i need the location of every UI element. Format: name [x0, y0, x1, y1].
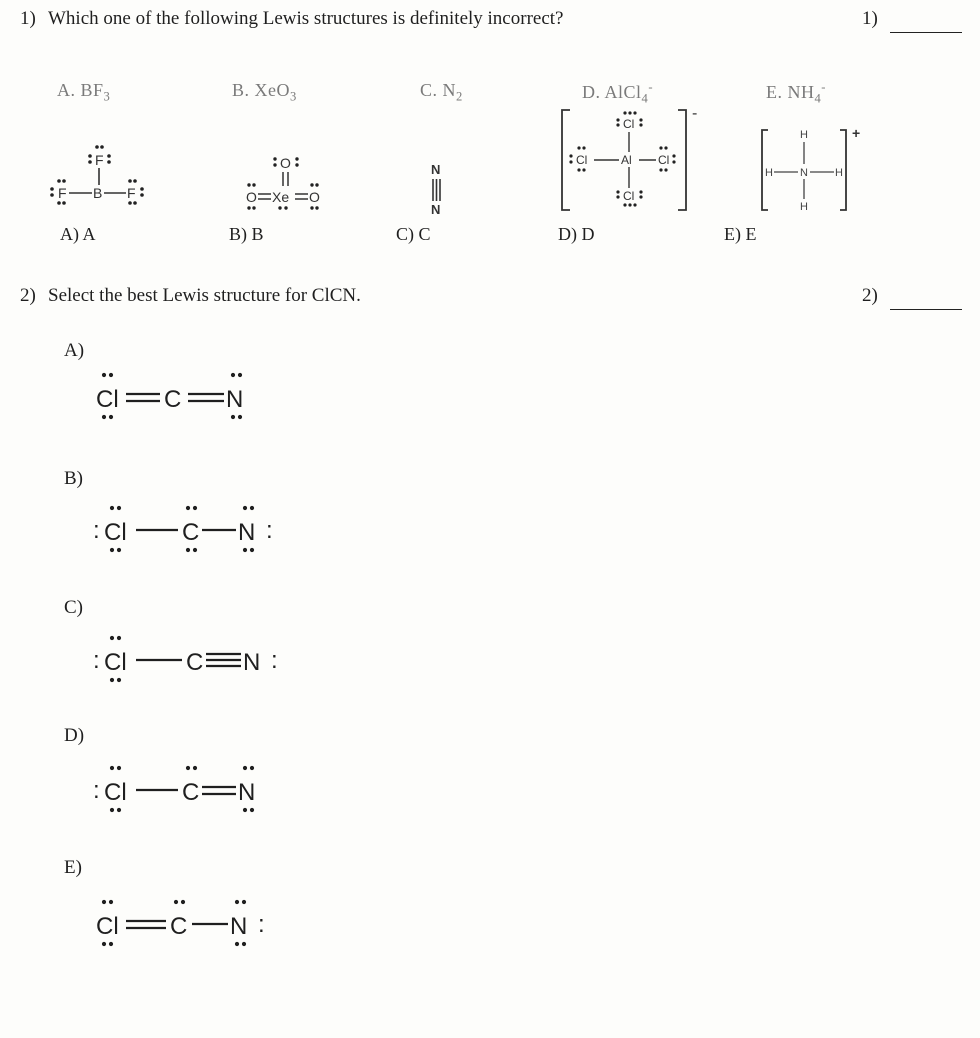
atom-c: C: [182, 779, 200, 806]
atom-n: N: [431, 162, 441, 177]
atom-al: Al: [621, 153, 632, 167]
lone-pair: :: [271, 647, 278, 674]
atom-cl: Cl: [96, 386, 119, 413]
atom-xe: Xe: [272, 189, 290, 205]
atom-n: N: [230, 913, 248, 940]
atom-o: O: [280, 155, 291, 171]
q1-structure-nh4: [752, 118, 872, 218]
q2-answer-blank[interactable]: [890, 309, 962, 310]
atom-cl: Cl: [576, 153, 588, 167]
q2-structure-a: [88, 365, 288, 430]
q1-option-d-heading: D. AlCl$_4$-: [582, 80, 654, 106]
q1-option-a-heading: A. $BF_3$: [57, 80, 111, 104]
q2-text: Select the best Lewis structure for ClCN.: [48, 285, 361, 306]
atom-o: O: [309, 189, 320, 205]
q2-choice-b-label[interactable]: B): [64, 468, 83, 489]
q2-structure-c: [88, 628, 308, 693]
q1-answer-blank[interactable]: [890, 32, 962, 33]
atom-o: O: [246, 189, 257, 205]
q1-answer-c[interactable]: C) C: [396, 224, 431, 244]
q2-blank-number: 2): [862, 285, 878, 306]
q1-structure-n2: [422, 160, 452, 220]
q1-answer-e[interactable]: E) E: [724, 224, 757, 244]
atom-c: C: [170, 913, 188, 940]
q1-option-c-heading: C. $N_2$: [420, 80, 463, 104]
q2-number: 2): [20, 285, 36, 306]
q2-structure-b: [88, 498, 308, 563]
q1-structure-alcl4: [552, 102, 712, 217]
atom-cl: Cl: [623, 117, 635, 131]
q1-answer-b[interactable]: B) B: [229, 224, 264, 244]
atom-n: N: [243, 649, 261, 676]
lone-pair: :: [258, 911, 265, 938]
atom-h: H: [800, 129, 808, 141]
atom-cl: Cl: [623, 189, 635, 203]
q1-answer-d[interactable]: D) D: [558, 224, 595, 244]
atom-h: H: [800, 201, 808, 213]
charge-plus: +: [852, 125, 861, 141]
atom-h: H: [765, 167, 773, 179]
atom-cl: Cl: [96, 913, 119, 940]
q1-option-b-heading: B. XeO$_3$: [232, 80, 297, 104]
lone-pair: :: [266, 517, 273, 544]
atom-n: N: [431, 202, 441, 217]
atom-c: C: [164, 386, 182, 413]
atom-n: N: [238, 779, 256, 806]
q1-answer-a[interactable]: A) A: [60, 224, 96, 244]
atom-f: F: [58, 185, 67, 201]
atom-n: N: [226, 386, 244, 413]
q1-option-e-heading: E. $NH_4^-$: [766, 80, 826, 106]
q1-text: Which one of the following Lewis structures is definitely incorrect?: [48, 8, 564, 29]
atom-cl: Cl: [104, 779, 127, 806]
q2-structure-d: [88, 758, 308, 823]
atom-c: C: [186, 649, 204, 676]
q1-number: 1): [20, 8, 36, 29]
charge-minus: -: [692, 105, 698, 122]
q2-choice-c-label[interactable]: C): [64, 597, 83, 618]
q2-choice-e-label[interactable]: E): [64, 857, 82, 878]
atom-b: B: [93, 185, 103, 201]
atom-cl: Cl: [104, 519, 127, 546]
q2-choice-a-label[interactable]: A): [64, 340, 85, 361]
lone-pair: :: [93, 647, 100, 674]
q1-structure-bf3: [40, 140, 160, 220]
q2-choice-d-label[interactable]: D): [64, 725, 85, 746]
atom-cl: Cl: [104, 649, 127, 676]
atom-cl: Cl: [658, 153, 670, 167]
lone-pair: :: [93, 517, 100, 544]
atom-f: F: [127, 185, 136, 201]
q2-structure-e: [88, 892, 308, 957]
lone-pair: :: [93, 777, 100, 804]
q1-blank-number: 1): [862, 8, 878, 29]
atom-f: F: [95, 152, 104, 168]
atom-n: N: [800, 167, 808, 179]
atom-n: N: [238, 519, 256, 546]
atom-c: C: [182, 519, 200, 546]
atom-h: H: [835, 167, 843, 179]
q1-structure-xeo3: [226, 150, 346, 220]
